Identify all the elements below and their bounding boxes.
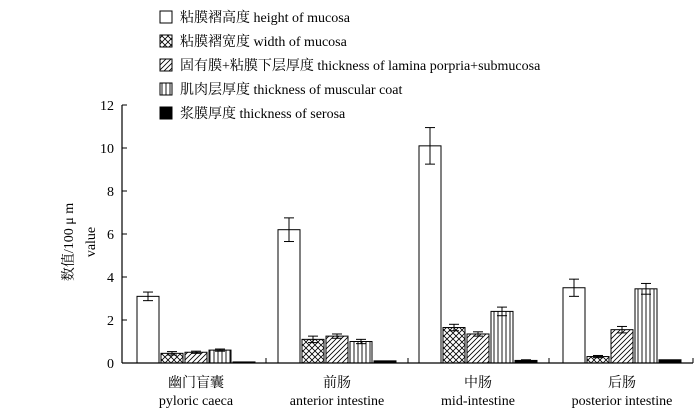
legend-swatch (160, 11, 172, 23)
legend (160, 9, 541, 122)
category-label-zh: 前肠 (323, 376, 351, 391)
bar (491, 311, 513, 363)
bar (563, 288, 585, 363)
category-label-zh: 中肠 (464, 376, 492, 391)
category-label-zh: 幽门盲囊 (168, 376, 224, 391)
bar (350, 342, 372, 364)
x-axis (122, 358, 693, 409)
y-tick-label: 8 (107, 185, 114, 200)
legend-swatch (160, 59, 172, 71)
y-axis-title: value (84, 226, 99, 258)
bar (185, 352, 207, 363)
y-tick-label: 12 (100, 99, 114, 114)
category-label-zh: 后肠 (608, 376, 636, 391)
y-tick-label: 10 (100, 142, 114, 157)
y-axis (100, 99, 127, 372)
legend-swatch (160, 83, 172, 95)
bar (209, 350, 231, 363)
bar (419, 146, 441, 363)
bar (611, 330, 633, 363)
category-label-en: posterior intestine (571, 394, 673, 409)
category-label-en: pyloric caeca (158, 394, 234, 409)
y-tick-label: 6 (107, 228, 114, 243)
y-tick-label: 0 (107, 357, 114, 372)
bars (137, 128, 681, 363)
legend-label: 固有膜+粘膜下层厚度 thickness of lamina porpria+submucosa (180, 59, 541, 74)
y-axis-title: 数值/100 μ m (62, 202, 77, 282)
legend-label: 粘膜褶高度 height of mucosa (180, 11, 350, 26)
y-tick-label: 2 (107, 314, 114, 329)
legend-label: 浆膜厚度 thickness of serosa (180, 107, 346, 122)
bar (635, 289, 657, 363)
bar (326, 336, 348, 363)
category-label-en: mid-intestine (441, 394, 515, 409)
bar (443, 328, 465, 363)
legend-label: 肌肉层厚度 thickness of muscular coat (180, 83, 403, 98)
bar (137, 296, 159, 363)
bar (467, 334, 489, 363)
bar (278, 230, 300, 363)
legend-label: 粘膜褶宽度 width of mucosa (180, 35, 347, 50)
category-label-en: anterior intestine (289, 394, 385, 409)
legend-swatch (160, 35, 172, 47)
y-axis-label (60, 203, 99, 281)
legend-swatch (160, 107, 172, 119)
y-tick-label: 4 (107, 271, 114, 286)
